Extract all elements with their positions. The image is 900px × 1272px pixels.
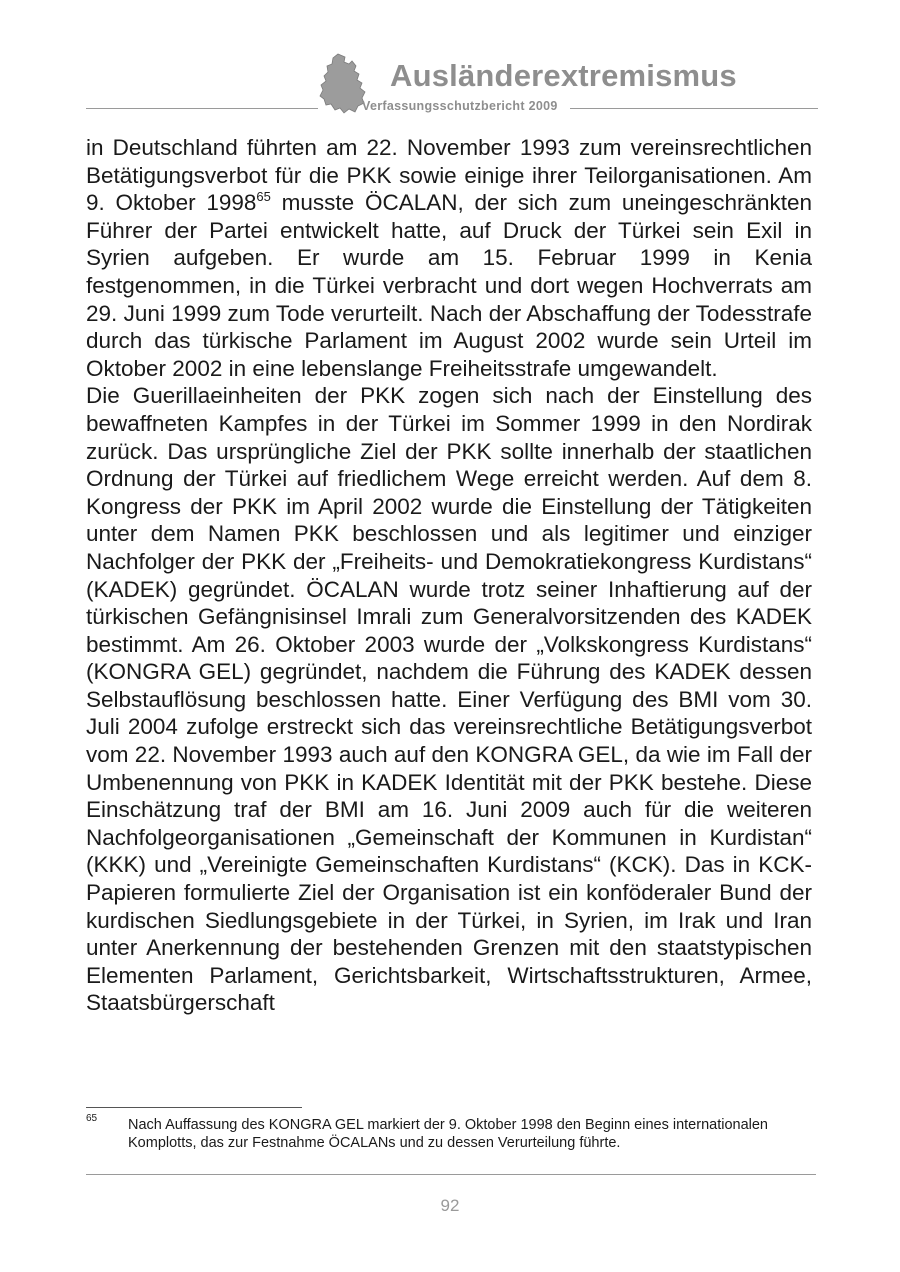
saxony-anhalt-map-icon [318, 52, 368, 114]
footnote-number: 65 [86, 1113, 98, 1124]
header-rule-right [570, 108, 818, 109]
page-number: 92 [440, 1196, 460, 1215]
paragraph-2: Die Guerillaeinheiten der PKK zogen sich nach der Einstellung des bewaffneten Kampfes in der Türkei im Sommer 1999 in den Nordirak zurück. Das ursprüngliche Ziel der PKK sollte innerhalb der staatlichen Ordnung der Türkei auf friedlichem Wege erreicht werden. Auf dem 8. Kongress der PKK im April 2002 wurde die Einstellung der Tätigkeiten unter dem Namen PKK beschlossen und als legitimer und einziger Nachfolger der PKK der „Freiheits- und Demokratiekongress Kurdistans“ (KADEK) gegründet. ÖCALAN wurde trotz seiner Inhaftierung auf der türkischen Gefängnisinsel Imrali zum Generalvorsitzenden des KADEK bestimmt. Am 26. Oktober 2003 wurde der „Volkskongress Kurdistans“ (KONGRA GEL) gegründet, nachdem die Führung des KADEK dessen Selbstauflösung beschlossen hatte. Einer Verfügung des BMI vom 30. Juli 2004 zufolge erstreckt sich das vereinsrechtliche Betätigungsverbot vom 22. November 1993 auch auf den KONGRA GEL, da wie im Fall der Umbenennung von PKK in KADEK Identität mit der PKK bestehe. Diese Einschätzung traf der BMI am 16. Juni 2009 auch für die weiteren Nachfolgeorganisationen „Gemeinschaft der Kommunen in Kurdistan“ (KKK) und „Vereinigte Gemeinschaften Kurdistans“ (KCK). Das in KCK-Papieren formulierte Ziel der Organisation ist ein konföderaler Bund der kurdischen Siedlungsgebiete in der Türkei, in Syrien, im Irak und Iran unter Anerkennung der bestehenden Grenzen mit den staatstypischen Elementen Parlament, Gerichtsbarkeit, Wirtschaftsstrukturen, Armee, Staatsbürgerschaft [86, 383, 812, 1016]
footer-rule [86, 1174, 816, 1175]
header-title: Ausländerextremismus [390, 58, 737, 93]
body-text [86, 134, 812, 1017]
paragraph-1 [86, 134, 812, 382]
footnote-ref-65[interactable]: 65 [256, 189, 271, 205]
footnote-rule [86, 1107, 302, 1108]
footnote-text: Nach Auffassung des KONGRA GEL markiert der 9. Oktober 1998 den Beginn eines internationalen Komplotts, das zur Festnahme ÖCALANs und zu dessen Verurteilung führte. [128, 1117, 768, 1151]
page-header [0, 0, 900, 120]
paragraph-1-text-a: in Deutschland führten am 22. November 1993 zum vereinsrechtlichen Betätigungsverbot für die PKK sowie einige ihrer Teilorganisationen. Am 9. Oktober 1998 [86, 135, 812, 216]
header-rule-left [86, 108, 318, 109]
paragraph-1-text-b: musste ÖCALAN, der sich zum uneingeschränkten Führer der Partei entwickelt hatte, auf Druck der Türkei sein Exil in Syrien aufgeben. Er wurde am 15. Februar 1999 in Kenia festgenommen, in die Türkei verbracht und dort wegen Hochverrats am 29. Juni 1999 zum Tode verurteilt. Nach der Abschaffung der Todesstrafe durch das türkische Parlament im August 2002 wurde sein Urteil im Oktober 2002 in eine lebenslange Freiheitsstrafe umgewandelt. [86, 190, 812, 381]
header-subtitle: Verfassungsschutzbericht 2009 [362, 99, 558, 113]
